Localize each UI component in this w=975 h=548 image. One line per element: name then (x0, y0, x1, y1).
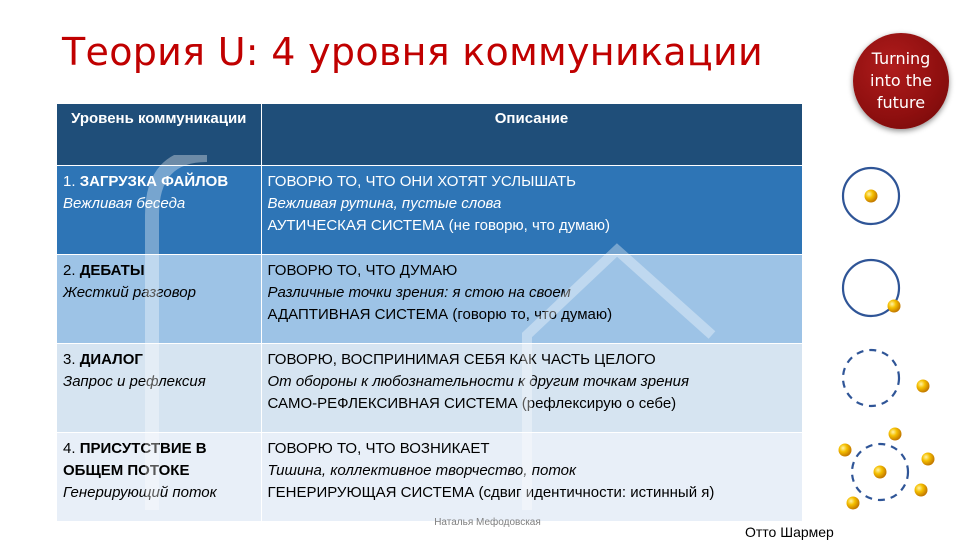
logo-line-3: future (876, 93, 926, 112)
level-number: 4. (63, 440, 76, 457)
description-cell (261, 166, 802, 255)
description-line-3: АУТИЧЕСКАЯ СИСТЕМА (не говорю, что думаю) (267, 217, 611, 234)
description-line-1: ГОВОРЮ ТО, ЧТО ВОЗНИКАЕТ (267, 440, 490, 457)
diagram-debate (843, 260, 901, 316)
table-row (57, 433, 802, 522)
description-line-2: Различные точки зрения: я стою на своем (267, 284, 571, 301)
logo-line-2: into the (870, 71, 932, 90)
level-subtitle: Жесткий разговор (63, 284, 196, 301)
description-line-3: САМО-РЕФЛЕКСИВНАЯ СИСТЕМА (рефлексирую о себе) (267, 395, 677, 412)
diagram-downloading (843, 168, 899, 224)
communication-level-diagrams (825, 150, 975, 530)
level-cell (57, 255, 261, 344)
level-cell (57, 344, 261, 433)
description-cell (261, 255, 802, 344)
description-line-3: ГЕНЕРИРУЮЩАЯ СИСТЕМА (сдвиг идентичности: истинный я) (267, 484, 715, 501)
table-row (57, 166, 802, 255)
description-cell (261, 433, 802, 522)
level-number: 2. (63, 262, 76, 279)
description-line-2: От обороны к любознательности к другим точкам зрения (267, 373, 690, 390)
header-level: Уровень коммуникации (57, 104, 261, 166)
slide-title: Теория U: 4 уровня коммуникации (62, 30, 763, 74)
description-line-2: Тишина, коллективное творчество, поток (267, 462, 577, 479)
level-cell (57, 166, 261, 255)
level-cell (57, 433, 261, 522)
level-subtitle: Генерирующий поток (63, 484, 217, 501)
diagram-dialogue (843, 350, 930, 406)
logo-line-1: Turning (871, 49, 931, 68)
table-header-row (57, 104, 802, 166)
level-number: 1. (63, 173, 76, 190)
level-subtitle: Вежливая беседа (63, 195, 186, 212)
description-cell (261, 344, 802, 433)
level-name: ПРИСУТСТВИЕ В ОБЩЕМ ПОТОКЕ (63, 440, 207, 479)
description-line-1: ГОВОРЮ, ВОСПРИНИМАЯ СЕБЯ КАК ЧАСТЬ ЦЕЛОГО (267, 351, 656, 368)
turning-into-the-future-logo (853, 33, 949, 129)
level-subtitle: Запрос и рефлексия (63, 373, 206, 390)
description-line-1: ГОВОРЮ ТО, ЧТО ДУМАЮ (267, 262, 458, 279)
table-row (57, 344, 802, 433)
header-description: Описание (261, 104, 802, 166)
description-line-2: Вежливая рутина, пустые слова (267, 195, 502, 212)
communication-levels-table (57, 104, 803, 521)
description-line-3: АДАПТИВНАЯ СИСТЕМА (говорю то, что думаю) (267, 306, 613, 323)
level-name: ЗАГРУЗКА ФАЙЛОВ (79, 173, 229, 190)
diagram-presencing (839, 428, 935, 510)
level-name: ДИАЛОГ (79, 351, 143, 368)
level-number: 3. (63, 351, 76, 368)
author-name: Наталья Мефодовская (434, 517, 541, 528)
level-name: ДЕБАТЫ (79, 262, 145, 279)
table-row (57, 255, 802, 344)
source-credit: Отто Шармер (745, 524, 834, 540)
description-line-1: ГОВОРЮ ТО, ЧТО ОНИ ХОТЯТ УСЛЫШАТЬ (267, 173, 576, 190)
